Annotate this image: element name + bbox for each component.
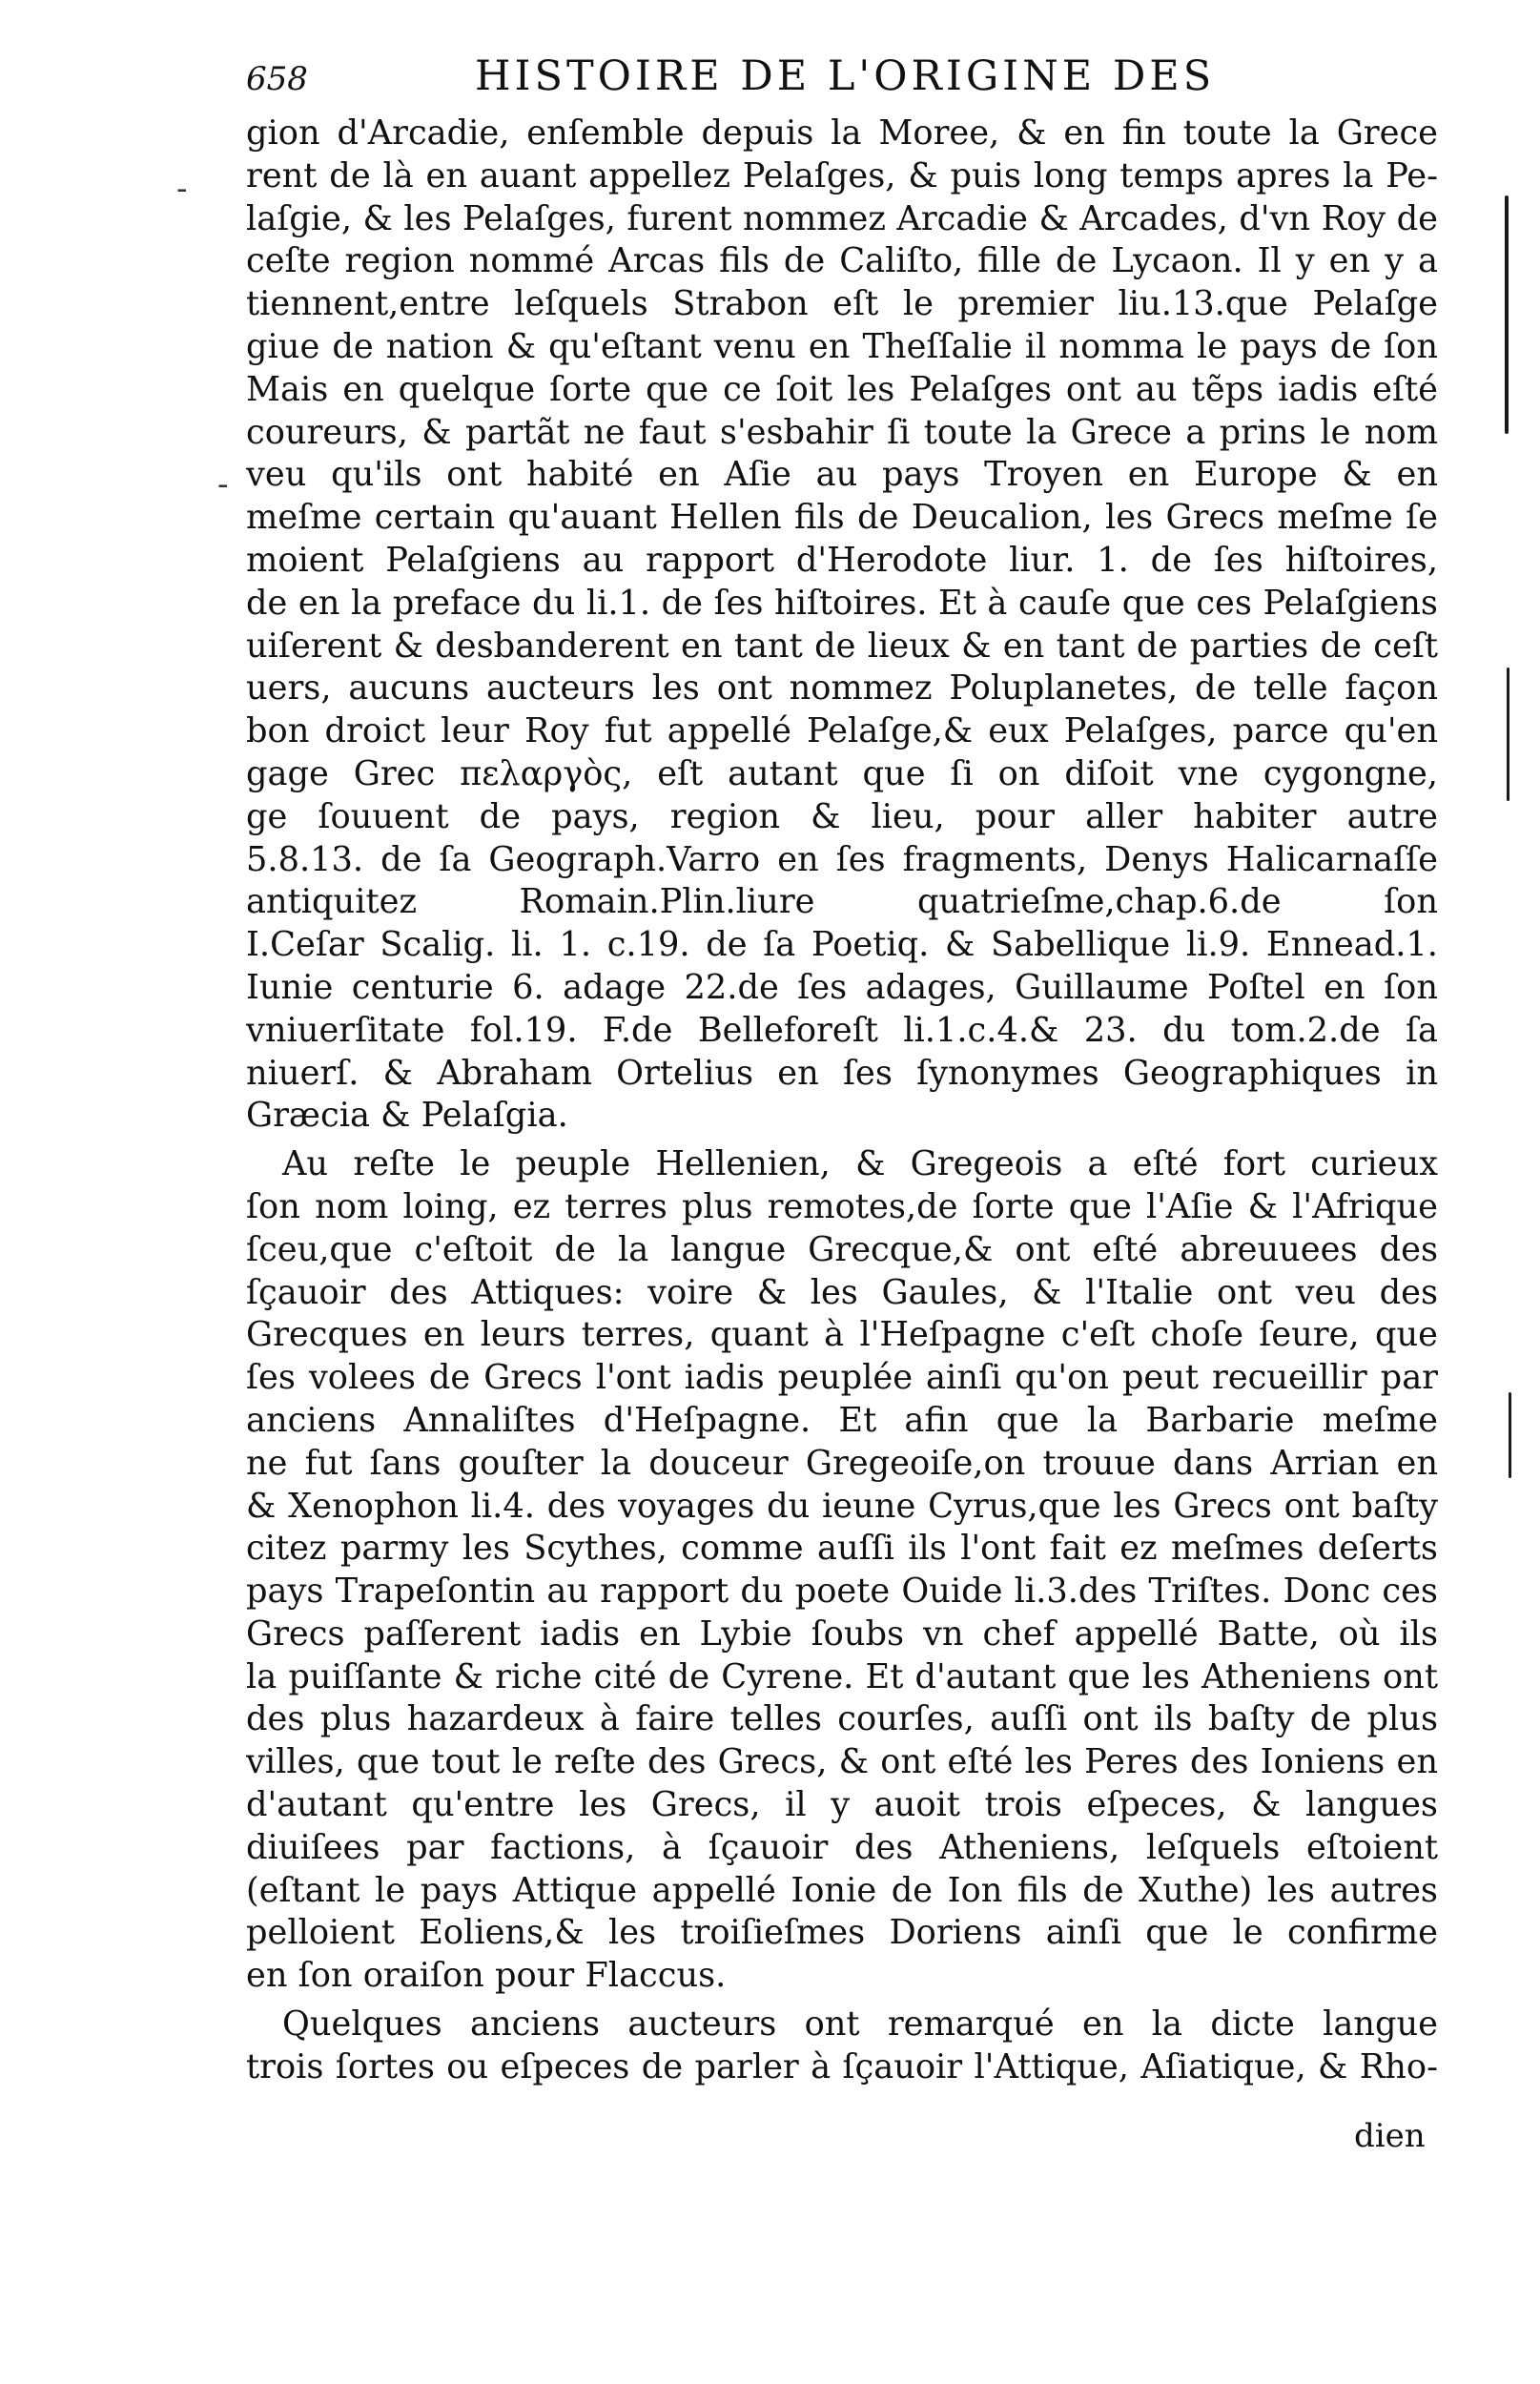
text-line: villes, que tout le reſte des Grecs, & ont eſté les Peres des Ioniens en [246, 1742, 1438, 1782]
text-line: uiſerent & desbanderent en tant de lieux & en tant de parties de ceſt [246, 626, 1438, 666]
text-line: ne fut ſans gouſter la douceur Gregeoiſe,on trouue dans Arrian en [246, 1443, 1438, 1483]
text-line: Quelques anciens aucteurs ont remarqué en la dicte langue [282, 2004, 1438, 2045]
text-line: Mais en quelque ſorte que ce ſoit les Pelaſges ont au tẽps iadis eſté [246, 369, 1438, 409]
margin-mark: - [217, 465, 229, 504]
text-line: ſceu,que c'eſtoit de la langue Grecque,& ont eſté abreuuees des [246, 1229, 1438, 1269]
text-line: tiennent,entre leſquels Strabon eſt le premier liu.13.que Pelaſge [246, 284, 1438, 324]
text-line: & Xenophon li.4. des voyages du ieune Cyrus,que les Grecs ont baſty [246, 1486, 1438, 1526]
text-line: ſes volees de Grecs l'ont iadis peuplée ainſi qu'on peut recueillir par [246, 1358, 1438, 1398]
text-line: gion d'Arcadie, enſemble depuis la Moree, & en fin toute la Grece [246, 113, 1438, 153]
text-line: (eſtant le pays Attique appellé Ionie de Ion fils de Xuthe) les autres [246, 1870, 1438, 1910]
text-line: 5.8.13. de ſa Geograph.Varro en ſes fragments, Denys Halicarnaſſe [246, 839, 1438, 879]
text-line: Au reſte le peuple Hellenien, & Gregeois a eſté fort curieux [282, 1144, 1438, 1184]
text-line: coureurs, & partãt ne faut s'esbahir ſi toute la Grece a prins le nom [246, 412, 1438, 452]
text-line: la puiſſante & riche cité de Cyrene. Et d'autant que les Atheniens ont [246, 1656, 1438, 1696]
text-line: ſçauoir des Attiques: voire & les Gaules, & l'Italie ont veu des [246, 1272, 1438, 1312]
text-line: en ſon oraiſon pour Flaccus. [246, 1956, 727, 1996]
text-line: veu qu'ils ont habité en Aſie au pays Troyen en Europe & en [246, 455, 1438, 495]
text-line: gage Grec πελαργὸς, eſt autant que ſi on diſoit vne cygongne, [246, 753, 1438, 793]
text-line: ge ſouuent de pays, region & lieu, pour aller habiter autre [246, 796, 1438, 836]
text-line: antiquitez Romain.Plin.liure quatrieſme,chap.6.de ſon [246, 882, 1438, 922]
gutter-shadow-line [1507, 668, 1509, 801]
text-line: citez parmy les Scythes, comme auſſi ils l'ont fait ez meſmes deſerts [246, 1529, 1438, 1569]
text-line: d'autant qu'entre les Grecs, il y auoit trois eſpeces, & langues [246, 1785, 1438, 1825]
text-line: I.Ceſar Scalig. li. 1. c.19. de ſa Poetiq. & Sabellique li.9. Ennead.1. [246, 925, 1438, 965]
text-line: ceſte region nommé Arcas fils de Caliſto, fille de Lycaon. Il y en y a [246, 241, 1438, 281]
text-line: de en la preface du li.1. de ſes hiſtoires. Et à cauſe que ces Pelaſgiens [246, 583, 1438, 623]
catchword: dien [1354, 2117, 1426, 2155]
text-line: uers, aucuns aucteurs les ont nommez Poluplanetes, de telle façon [246, 668, 1438, 709]
text-line: anciens Annaliſtes d'Heſpagne. Et afin que la Barbarie meſme [246, 1400, 1438, 1440]
page-number: 658 [246, 60, 308, 98]
text-line: bon droict leur Roy fut appellé Pelaſge,& eux Pelaſges, parce qu'en [246, 711, 1438, 751]
text-line: meſme certain qu'auant Hellen fils de Deucalion, les Grecs meſme ſe [246, 498, 1438, 538]
text-line: moient Pelaſgiens au rapport d'Herodote liur. 1. de ſes hiſtoires, [246, 540, 1438, 580]
gutter-shadow-line [1505, 195, 1509, 434]
text-line: Grecs paſſerent iadis en Lybie ſoubs vn chef appellé Batte, où ils [246, 1613, 1438, 1654]
text-line: des plus hazardeux à faire telles courſes, auſſi ont ils baſty de plus [246, 1699, 1438, 1739]
text-line: diuiſees par factions, à ſçauoir des Atheniens, leſquels eſtoient [246, 1827, 1438, 1867]
text-line: ſon nom loing, ez terres plus remotes,de ſorte que l'Aſie & l'Afrique [246, 1186, 1438, 1226]
text-line: giue de nation & qu'eſtant venu en Theſſalie il nomma le pays de ſon [246, 326, 1438, 366]
text-line: pays Trapeſontin au rapport du poete Ouide li.3.des Triſtes. Donc ces [246, 1572, 1438, 1612]
text-line: laſgie, & les Pelaſges, furent nommez Arcadie & Arcades, d'vn Roy de [246, 198, 1438, 238]
page-header [246, 52, 1428, 110]
text-line: Grecques en leurs terres, quant à l'Heſpagne c'eſt choſe ſeure, que [246, 1315, 1438, 1355]
text-line: rent de là en auant appellez Pelaſges, & puis long temps apres la Pe- [246, 155, 1438, 195]
text-line: trois ſortes ou eſpeces de parler à ſçauoir l'Attique, Aſiatique, & Rho- [246, 2046, 1438, 2086]
text-line: Iunie centurie 6. adage 22.de ſes adages, Guillaume Poſtel en ſon [246, 967, 1438, 1007]
running-head: HISTOIRE DE L'ORIGINE DES [475, 52, 1216, 100]
body-text [246, 113, 1438, 2089]
text-line: Græcia & Pelaſgia. [246, 1096, 568, 1136]
text-line: pelloient Eoliens,& les troiſieſmes Doriens ainſi que le confirme [246, 1913, 1438, 1953]
text-line: niuerſ. & Abraham Ortelius en ſes ſynonymes Geographiques in [246, 1053, 1438, 1093]
gutter-shadow-line [1509, 1392, 1511, 1478]
margin-mark: - [176, 170, 188, 208]
text-line: vniuerſitate fol.19. F.de Belleforeſt li.1.c.4.& 23. du tom.2.de ſa [246, 1010, 1438, 1050]
